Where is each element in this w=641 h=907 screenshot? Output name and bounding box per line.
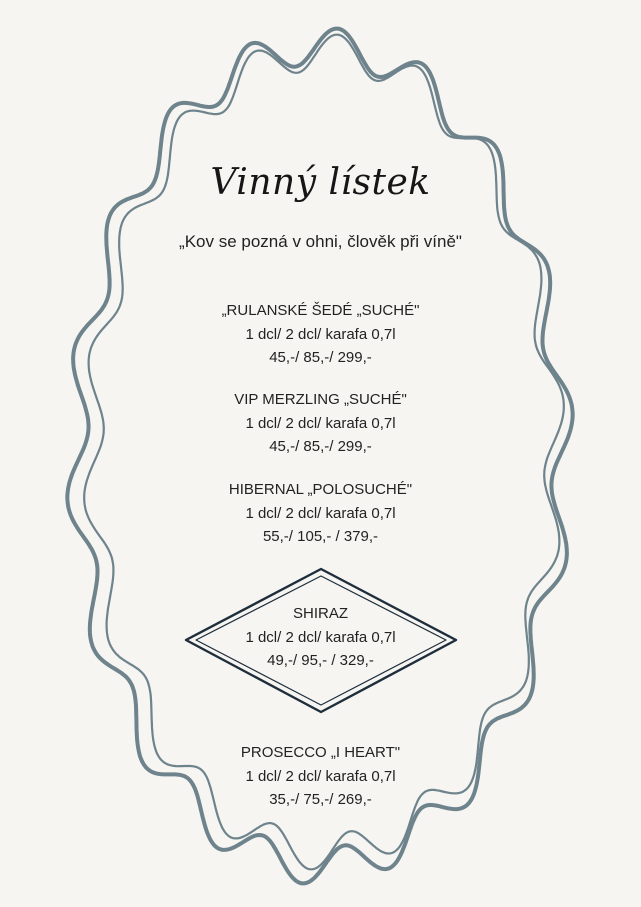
wine-prices: 45,-/ 85,-/ 299,-	[269, 349, 372, 366]
wine-item-prosecco	[0, 741, 641, 812]
wine-name: VIP MERZLING „SUCHÉ"	[234, 391, 407, 408]
wine-sizes: 1 dcl/ 2 dcl/ karafa 0,7l	[245, 628, 396, 646]
wine-name: HIBERNAL „POLOSUCHÉ"	[228, 481, 413, 498]
wine-name: „RULANSKÉ ŠEDÉ „SUCHÉ"	[221, 302, 420, 319]
wine-name: SHIRAZ	[292, 605, 348, 622]
wine-item-rulanske-sede	[0, 299, 641, 370]
wine-prices: 55,-/ 105,- / 379,-	[262, 528, 379, 545]
wine-item-vip-merzling	[0, 388, 641, 459]
wine-sizes: 1 dcl/ 2 dcl/ karafa 0,7l	[245, 325, 396, 343]
wine-sizes: 1 dcl/ 2 dcl/ karafa 0,7l	[245, 767, 396, 785]
wine-sizes: 1 dcl/ 2 dcl/ karafa 0,7l	[245, 504, 396, 522]
wine-name: PROSECCO „I HEART"	[240, 744, 401, 761]
wine-item-shiraz	[0, 602, 641, 673]
menu-title: Vinný lístek	[210, 162, 431, 203]
wine-prices: 49,-/ 95,- / 329,-	[267, 652, 374, 669]
menu-motto: „Kov se pozná v ohni, člověk při víně"	[179, 232, 462, 251]
wine-prices: 35,-/ 75,-/ 269,-	[269, 791, 372, 808]
wine-item-hibernal	[0, 478, 641, 549]
wine-sizes: 1 dcl/ 2 dcl/ karafa 0,7l	[245, 414, 396, 432]
wine-prices: 45,-/ 85,-/ 299,-	[269, 438, 372, 455]
